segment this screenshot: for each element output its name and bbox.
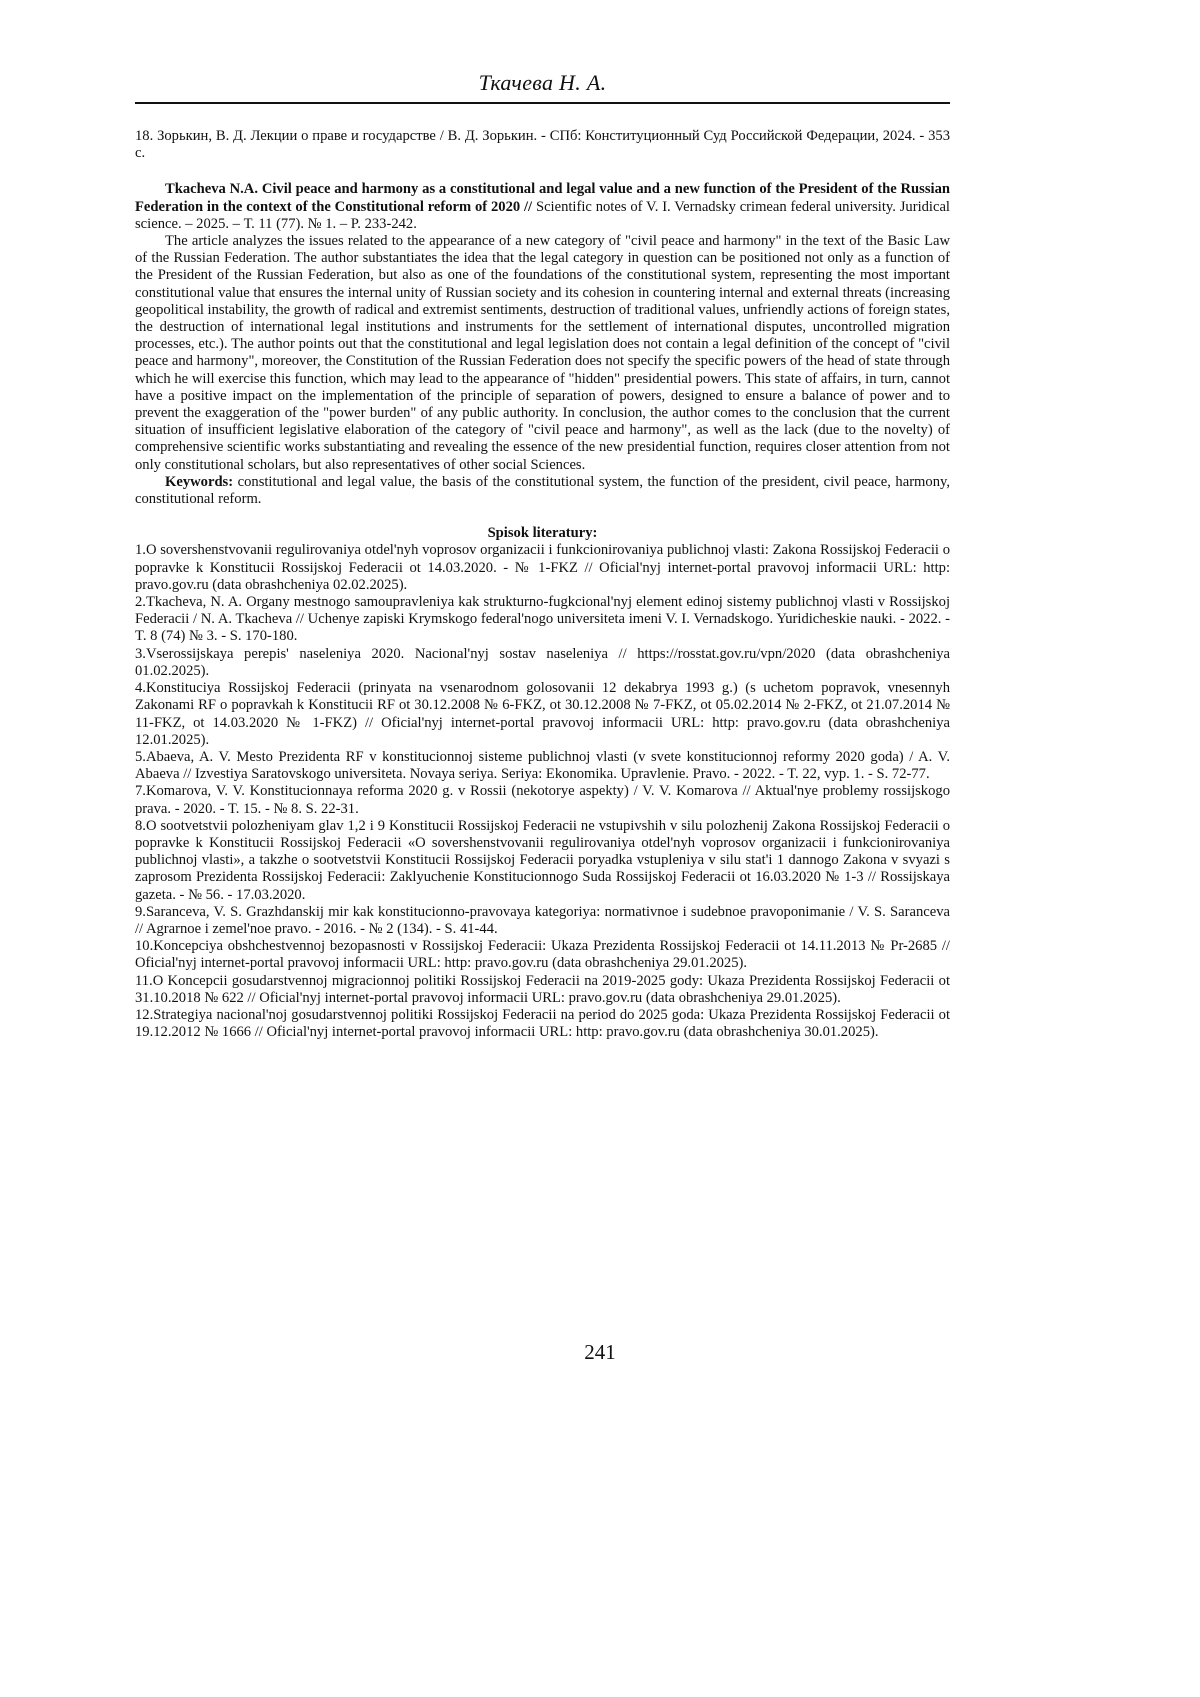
- bibliography-item: 9.Saranceva, V. S. Grazhdanskij mir kak konstitucionno-pravovaya kategoriya: normativnoe i sudebnoe pravoponimanie / V. S. Saranceva // Agrarnoe i zemel'noe pravo. - 2016. - № 2 (134). - S. 41-44.: [135, 904, 950, 938]
- bibliography-item: 3.Vserossijskaya perepis' naseleniya 2020. Nacional'nyj sostav naseleniya // https://rosstat.gov.ru/vpn/2020 (data obrashcheniya 01.02.2025).: [135, 646, 950, 680]
- previous-reference: 18. Зорькин, В. Д. Лекции о праве и государстве / В. Д. Зорькин. - СПб: Конституционный Суд Российской Федерации, 2024. - 353 с.: [135, 128, 950, 162]
- bibliography-item: 8.O sootvetstvii polozheniyam glav 1,2 i 9 Konstitucii Rossijskoj Federacii ne vstupivshih v silu polozhenij Zakona Rossijskoj Federacii o popravke k Konstitucii Rossijskoj Federacii «O sovershenstvovanii regulirovaniya otdel'nyh voprosov organizacii i funkcionirovaniya publichnoj vlasti», a takzhe o sootvetstvii Konstitucii Rossijskoj Federacii poryadka vstupleniya v silu stat'i 1 dannogo Zakona v svyazi s zaprosom Prezidenta Rossijskoj Federacii: Zaklyuchenie Konstitucionnogo Suda Rossijskoj Federacii ot 16.03.2020 № 1-3 // Rossijskaya gazeta. - № 56. - 17.03.2020.: [135, 818, 950, 904]
- article-title: Civil peace and harmony as a constitutional and legal value and a new function of the President of the Russian Federation in the context of the Constitutional reform of 2020 //: [135, 181, 950, 214]
- bibliography-list: [135, 542, 950, 1041]
- bibliography-item: 2.Tkacheva, N. A. Organy mestnogo samoupravleniya kak strukturno-fugkcional'nyj element edinoj sistemy publichnoj vlasti v Rossijskoj Federacii / N. A. Tkacheva // Uchenye zapiski Krymskogo federal'nogo universiteta imeni V. I. Vernadskogo. Yuridicheskie nauki. - 2022. - T. 8 (74) № 3. - S. 170-180.: [135, 594, 950, 646]
- bibliography-item: 11.O Koncepcii gosudarstvennoj migracionnoj politiki Rossijskoj Federacii na 2019-2025 gody: Ukaza Prezidenta Rossijskoj Federacii ot 31.10.2018 № 622 // Oficial'nyj internet-portal pravovoj informacii URL: pravo.gov.ru (data obrashcheniya 29.01.2025).: [135, 973, 950, 1007]
- bibliography-item: 10.Koncepciya obshchestvennoj bezopasnosti v Rossijskoj Federacii: Ukaza Prezidenta Rossijskoj Federacii ot 14.11.2013 № Pr-2685 // Oficial'nyj internet-portal pravovoj informacii URL: http: pravo.gov.ru (data obrashcheniya 29.01.2025).: [135, 938, 950, 972]
- bibliography-item: 4.Konstituciya Rossijskoj Federacii (prinyata na vsenarodnom golosovanii 12 dekabrya 1993 g.) (s uchetom popravok, vnesennyh Zakonami RF o popravkah k Konstitucii RF ot 30.12.2008 № 6-FKZ, ot 30.12.2008 № 7-FKZ, ot 05.02.2014 № 2-FKZ, ot 21.07.2014 № 11-FKZ, ot 14.03.2020 № 1-FKZ) // Oficial'nyj internet-portal pravovoj informacii URL: http: pravo.gov.ru (data obrashcheniya 12.01.2025).: [135, 680, 950, 749]
- bibliography-item: 7.Komarova, V. V. Konstitucionnaya reforma 2020 g. v Rossii (nekotorye aspekty) / V. V. Komarova // Aktual'nye problemy rossijskogo prava. - 2020. - T. 15. - № 8. S. 22-31.: [135, 783, 950, 817]
- bibliography-item: 1.O sovershenstvovanii regulirovaniya otdel'nyh voprosov organizacii i funkcionirovaniya publichnoj vlasti: Zakona Rossijskoj Federacii o popravke k Konstitucii Rossijskoj Federacii ot 14.03.2020. - № 1-FKZ // Oficial'nyj internet-portal pravovoj informacii URL: http: pravo.gov.ru (data obrashcheniya 02.02.2025).: [135, 542, 950, 594]
- page: [135, 70, 950, 1041]
- bibliography-title: Spisok literatury:: [135, 525, 950, 542]
- page-number: 241: [0, 1340, 1200, 1365]
- bibliography-item: 12.Strategiya nacional'noj gosudarstvennoj politiki Rossijskoj Federacii na period do 2025 goda: Ukaza Prezidenta Rossijskoj Federacii ot 19.12.2012 № 1666 // Oficial'nyj internet-portal pravovoj informacii URL: http: pravo.gov.ru (data obrashcheniya 30.01.2025).: [135, 1007, 950, 1041]
- keywords-text: constitutional and legal value, the basis of the constitutional system, the function of the president, civil peace, harmony, constitutional reform.: [135, 474, 950, 507]
- page-body: [135, 128, 950, 1041]
- article-citation: [135, 181, 950, 233]
- article-source: Scientific notes of V. I. Vernadsky crimean federal university. Juridical science. – 2025. – Т. 11 (77). № 1. – P. 233-242.: [135, 199, 950, 232]
- keywords-label: Keywords:: [165, 474, 233, 490]
- keywords: [135, 474, 950, 508]
- article-abstract: The article analyzes the issues related to the appearance of a new category of "civil peace and harmony" in the text of the Basic Law of the Russian Federation. The author substantiates the idea that the legal category in question can be positioned not only as a function of the President of the Russian Federation, but also as one of the foundations of the constitutional system, representing the most important constitutional value that ensures the internal unity of Russian society and its cohesion in countering internal and external threats (increasing geopolitical instability, the growth of radical and extremist sentiments, destruction of traditional values, unfriendly actions of foreign states, the destruction of international legal institutions and instruments for the settlement of international disputes, uncontrolled migration processes, etc.). The author points out that the constitutional and legal legislation does not contain a legal definition of the concept of "civil peace and harmony", moreover, the Constitution of the Russian Federation does not specify the specific powers of the head of state through which he will exercise this function, which may lead to the appearance of "hidden" presidential powers. This state of affairs, in turn, cannot have a positive impact on the implementation of the principle of separation of powers, designed to ensure a balance of power and to prevent the exaggeration of the "power burden" of any public authority. In conclusion, the author comes to the conclusion that the current situation of insufficient legislative elaboration of the category of "civil peace and harmony", as well as the lack (due to the novelty) of comprehensive scientific works substantiating and revealing the essence of the new presidential function, requires closer attention from not only constitutional scholars, but also representatives of other social Sciences.: [135, 233, 950, 474]
- running-title: Ткачева Н. А.: [135, 70, 950, 104]
- bibliography-item: 5.Abaeva, A. V. Mesto Prezidenta RF v konstitucionnoj sisteme publichnoj vlasti (v svete konstitucionnoj reformy 2020 goda) / A. V. Abaeva // Izvestiya Saratovskogo universiteta. Novaya seriya. Seriya: Ekonomika. Upravlenie. Pravo. - 2022. - T. 22, vyp. 1. - S. 72-77.: [135, 749, 950, 783]
- article-author: Tkacheva N.A.: [165, 181, 258, 197]
